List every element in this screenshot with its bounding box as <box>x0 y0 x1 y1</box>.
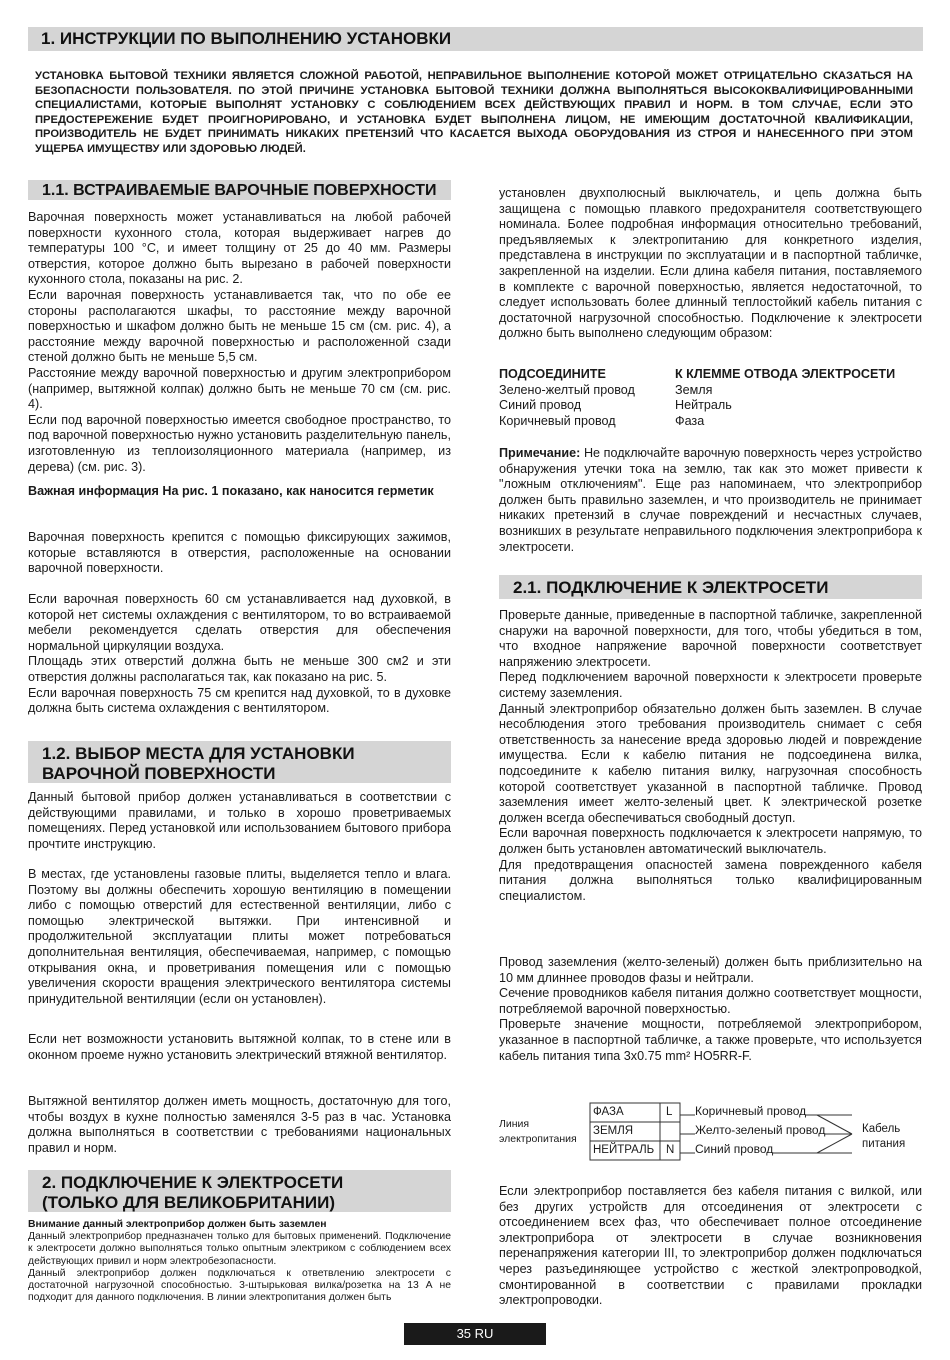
page-number: 35 RU <box>404 1323 546 1345</box>
section-1-1-body-2 <box>28 530 451 577</box>
section-1-2-body-2 <box>28 867 451 1007</box>
table-row <box>499 383 922 399</box>
cable-label: Кабель <box>862 1123 901 1135</box>
section-1-2-body-3 <box>28 1032 451 1063</box>
terminal-symbol: L <box>666 1106 673 1118</box>
table-header <box>499 367 922 383</box>
terminal-symbol: N <box>666 1144 675 1156</box>
terminal-ground: ЗЕМЛЯ <box>593 1125 634 1137</box>
paragraph: Проверьте значение мощности, потребляемой электроприбором, указанное в паспортной табличке, а также проверьте, что используется кабель питания типа 3x0.75 mm² HO5RR-F. <box>499 1017 922 1063</box>
paragraph: Данный бытовой прибор должен устанавливаться в соответствии с действующими правилами, и только в хорошо проветриваемых помещениях. Перед установкой или использованием бытового прибора прочтите инструкцию. <box>28 790 451 851</box>
section-1-2-title <box>28 741 451 783</box>
paragraph: Варочная поверхность крепится с помощью фиксирующих зажимов, которые вставляются в отверстия, расположенные на основании варочной поверхности. <box>28 530 451 576</box>
table-row <box>499 398 922 414</box>
paragraph: Расстояние между варочной поверхностью и другим электроприбором (например, вытяжной колпак) должно быть не меньше 70 см (см. рис. 4). <box>28 365 451 412</box>
ground-warning: Внимание данный электроприбор должен быть заземлен <box>28 1219 327 1230</box>
title-line: 1.2. ВЫБОР МЕСТА ДЛЯ УСТАНОВКИ <box>42 744 355 763</box>
note-label: Примечание: <box>499 446 581 460</box>
paragraph: Если варочная поверхность устанавливается так, что по обе ее стороны располагаются шкафы, то расстояние между варочной поверхностью и шкафом должно быть не меньше 15 см (см. рис. 4), а расстояние между варочной поверхностью и расположенной сзади стеной должно быть не меньше 5,5 см. <box>28 287 451 365</box>
paragraph: Данный электроприбор должен подключаться к ответвлению электросети с достаточной нагрузочной способностью. 3-штырьковая вилка/розетка на 13 А не подходит для данного подключения. В линии электропитания должен быть <box>28 1267 451 1304</box>
table-row <box>499 414 922 430</box>
terminal-phase: ФАЗА <box>593 1106 624 1118</box>
section-1-2-body <box>28 790 451 852</box>
table-header-cell: К КЛЕММЕ ОТВОДА ЭЛЕКТРОСЕТИ <box>675 367 896 381</box>
paragraph: Если варочная поверхность 60 см устанавливается над духовкой, в которой нет системы охлаждения с вентилятором, то во встраиваемой мебели рекомендуется сделать отверстия для обеспечения нормальной циркуляции воздуха. <box>28 592 451 653</box>
wire-label: Синий провод <box>695 1142 774 1156</box>
paragraph: Если электроприбор поставляется без кабеля питания с вилкой, или без других устройств для отсоединения от электросети с отсоединением всех фаз, что обеспечивает полное отсоединение электроприбора от электросети в случае возникновения перенапряжения категории III, то электроприбор должен подключаться через разъединяющее устройство с жесткой электропроводкой, смонтированной в соответствии с правилами прокладки электропроводки. <box>499 1184 922 1308</box>
paragraph: В местах, где установлены газовые плиты, выделяется тепло и влага. Поэтому вы должны обеспечить хорошую вентиляцию в помещении либо с помощью отверстий для естественной вентиляции, либо с помощью электрической вытяжки. При интенсивной и продолжительной эксплуатации плиты может потребоваться дополнительная вентиляция, обеспечиваемая, например, с помощью открывания окна, и проветривания помещения или с помощью увеличения скорости вращения электрического вентилятора системы принудительной вентиляции (если он установлен). <box>28 867 451 1006</box>
paragraph: Если под варочной поверхностью имеется свободное пространство, то под варочной поверхностью нужно установить разделительную панель, изготовленную из теплоизоляционного материала (например, из дерева) (см. рис. 3). <box>28 412 451 474</box>
section-2-1-body-3 <box>499 1184 922 1309</box>
paragraph: Вытяжной вентилятор должен иметь мощность, достаточную для того, чтобы воздух в кухне полностью заменялся 3-5 раз в час. Установка должна выполняться в соответствии с требованиями национальных правил и норм. <box>28 1094 451 1155</box>
table-cell: Зелено-желтый провод <box>499 382 635 397</box>
section-1-1-body <box>28 210 451 475</box>
intro-warning: УСТАНОВКА БЫТОВОЙ ТЕХНИКИ ЯВЛЯЕТСЯ СЛОЖНОЙ РАБОТОЙ, НЕПРАВИЛЬНОЕ ВЫПОЛНЕНИЕ КОТОРОЙ МОЖЕТ ОТРИЦАТЕЛЬНО СКАЗАТЬСЯ НА БЕЗОПАСНОСТИ ПОЛЬЗОВАТЕЛЯ. ПО ЭТОЙ ПРИЧИНЕ УСТАНОВКА БЫТОВОЙ ТЕХНИКИ ДОЛЖНА ВЫПОЛНЯТЬСЯ ВЫСОКОКВАЛИФИЦИРОВАННЫМИ СПЕЦИАЛИСТАМИ, КОТОРЫЕ ВЫПОЛНЯТ УСТАНОВКУ С СОБЛЮДЕНИЕМ ВСЕХ ДЕЙСТВУЮЩИХ ПРАВИЛ И НОРМ. В ТОМ СЛУЧАЕ, ЕСЛИ ЭТО ПРЕДОСТЕРЕЖЕНИЕ БУДЕТ ПРОИГНОРИРОВАНО, И УСТАНОВКА БУДЕТ ВЫПОЛНЕНА ЛИЦОМ, НЕ ИМЕЮЩИМ ДОСТАТОЧНОЙ КВАЛИФИКАЦИИ, ПРОИЗВОДИТЕЛЬ НЕ БУДЕТ ПРИНИМАТЬ НИКАКИХ ПРЕТЕНЗИЙ ЧТО КАСАЕТСЯ ВЫХОДА ОБОРУДОВАНИЯ ИЗ СТРОЯ И НАНЕСЕННОГО ПРИ ЭТОМ УЩЕРБА ИМУЩЕСТВУ ИЛИ ЗДОРОВЬЮ ЛЮДЕЙ. <box>35 70 913 155</box>
wiring-diagram <box>497 1101 922 1161</box>
important-note: Важная информация На рис. 1 показано, как наносится герметик <box>28 484 434 498</box>
terminal-neutral: НЕЙТРАЛЬ <box>593 1144 655 1156</box>
table-cell: Фаза <box>675 413 705 428</box>
paragraph: Перед подключением варочной поверхности к электросети проверьте систему заземления. <box>499 670 922 700</box>
paragraph <box>499 446 922 555</box>
section-2-1-title: 2.1. ПОДКЛЮЧЕНИЕ К ЭЛЕКТРОСЕТИ <box>499 575 922 599</box>
table-cell: Коричневый провод <box>499 413 616 428</box>
table-cell: Синий провод <box>499 398 582 413</box>
paragraph: Сечение проводников кабеля питания должно соответствует мощности, потребляемой варочной поверхностью. <box>499 986 922 1016</box>
paragraph: установлен двухполюсный выключатель, и цепь должна быть защищена с помощью плавкого предохранителя соответствующего номинала. Более подробная информация относительно требований, предъявляемых к электропитанию для конкретного изделия, представлена в инструкции по эксплуатации и в паспортной табличке, закрепленной на изделии. Если длина кабеля питания, поставляемого в комплекте с варочной поверхностью, является недостаточной, то следует использовать более длинный теплостойкий кабель питания с достаточной нагрузочной способностью. Подключение к электросети должно быть выполнено следующим образом: <box>499 186 922 341</box>
paragraph: Если варочная поверхность подключается к электросети напрямую, то должен быть установлен автоматический выключатель. <box>499 826 922 856</box>
table-cell: Земля <box>675 382 713 397</box>
paragraph: Проверьте данные, приведенные в паспортной табличке, закрепленной снаружи на варочной поверхности, для того, чтобы убедиться в том, что входное напряжение варочной поверхности соответствует напряжению электросети. <box>499 608 922 669</box>
paragraph: Для предотвращения опасностей замена поврежденного кабеля питания должна выполняться только квалифицированным специалистом. <box>499 857 922 903</box>
line-label: Линия <box>499 1118 530 1130</box>
cable-label: питания <box>862 1138 906 1150</box>
paragraph: Данный электроприбор предназначен только для бытовых применений. Подключение к электросети должно выполняться только опытным электриком с соблюдением всех действующих привил и норм электробезопасности. <box>28 1231 451 1267</box>
note-text: Не подключайте варочную поверхность через устройство обнаружения утечки тока на землю, так как это может привести к "ложным отключениям". Еще раз напоминаем, что электроприбор должен быть правильно заземлен, и что производитель не принимает никаких претензий в случае повреждений и несчастных случаев, возникших в результате неправильного подключения электроприбора к электросети. <box>499 446 922 554</box>
section-2-body <box>28 1219 451 1304</box>
section-2-body-cont <box>499 186 922 342</box>
section-1-1-body-3 <box>28 592 451 717</box>
title-line: ВАРОЧНОЙ ПОВЕРХНОСТИ <box>42 764 276 783</box>
title-line: (ТОЛЬКО ДЛЯ ВЕЛИКОБРИТАНИИ) <box>42 1193 335 1212</box>
table-cell: Нейтраль <box>675 398 732 413</box>
paragraph: Если нет возможности установить вытяжной колпак, то в стене или в оконном проеме нужно установить электрический втяжной вентилятор. <box>28 1032 451 1062</box>
paragraph: Провод заземления (желто-зеленый) должен быть приблизительно на 10 мм длиннее проводов фазы и нейтрали. <box>499 955 922 985</box>
note-block <box>499 446 922 555</box>
paragraph: Данный электроприбор обязательно должен быть заземлен. В случае несоблюдения этого требования производитель снимает с себя ответственность за нанесение вреда здоровью людей и повреждение имущества. Если к кабелю питания не подсоединена вилка, подсоедините к кабелю питания вилку, нагрузочная способность которой соответствует указанной в паспортной табличке. Провод заземления имеет желто-зеленый цвет. К электрической розетке должен всегда обеспечиваться свободный доступ. <box>499 701 922 825</box>
wire-label: Коричневый провод <box>695 1104 807 1118</box>
table-header-cell: ПОДСОЕДИНИТЕ <box>499 367 606 381</box>
line-label: электропитания <box>499 1133 577 1145</box>
wiring-table <box>499 367 922 429</box>
paragraph: Площадь этих отверстий должна быть не меньше 300 см2 и эти отверстия должны располагаться так, как показано на рис. 5. <box>28 654 451 684</box>
title-line: 2. ПОДКЛЮЧЕНИЕ К ЭЛЕКТРОСЕТИ <box>42 1173 344 1192</box>
section-2-1-body <box>499 608 922 904</box>
section-1-1-title: 1.1. ВСТРАИВАЕМЫЕ ВАРОЧНЫЕ ПОВЕРХНОСТИ <box>28 180 451 200</box>
section-2-title <box>28 1170 451 1212</box>
section-2-1-body-2 <box>499 955 922 1064</box>
section-1-2-body-4 <box>28 1094 451 1156</box>
wire-label: Желто-зеленый провод <box>695 1123 826 1137</box>
page-title: 1. ИНСТРУКЦИИ ПО ВЫПОЛНЕНИЮ УСТАНОВКИ <box>28 27 923 51</box>
paragraph: Если варочная поверхность 75 см крепится над духовкой, то в духовке должна быть система охлаждения с вентилятором. <box>28 685 451 716</box>
paragraph: Варочная поверхность может устанавливаться на любой рабочей поверхности кухонного стола, которая выдерживает нагрев до температуры 100 °C, и имеет толщину от 25 до 40 мм. Размеры отверстия, которое должно быть вырезано в рабочей поверхности кухонного стола, показаны на рис. 2. <box>28 210 451 287</box>
